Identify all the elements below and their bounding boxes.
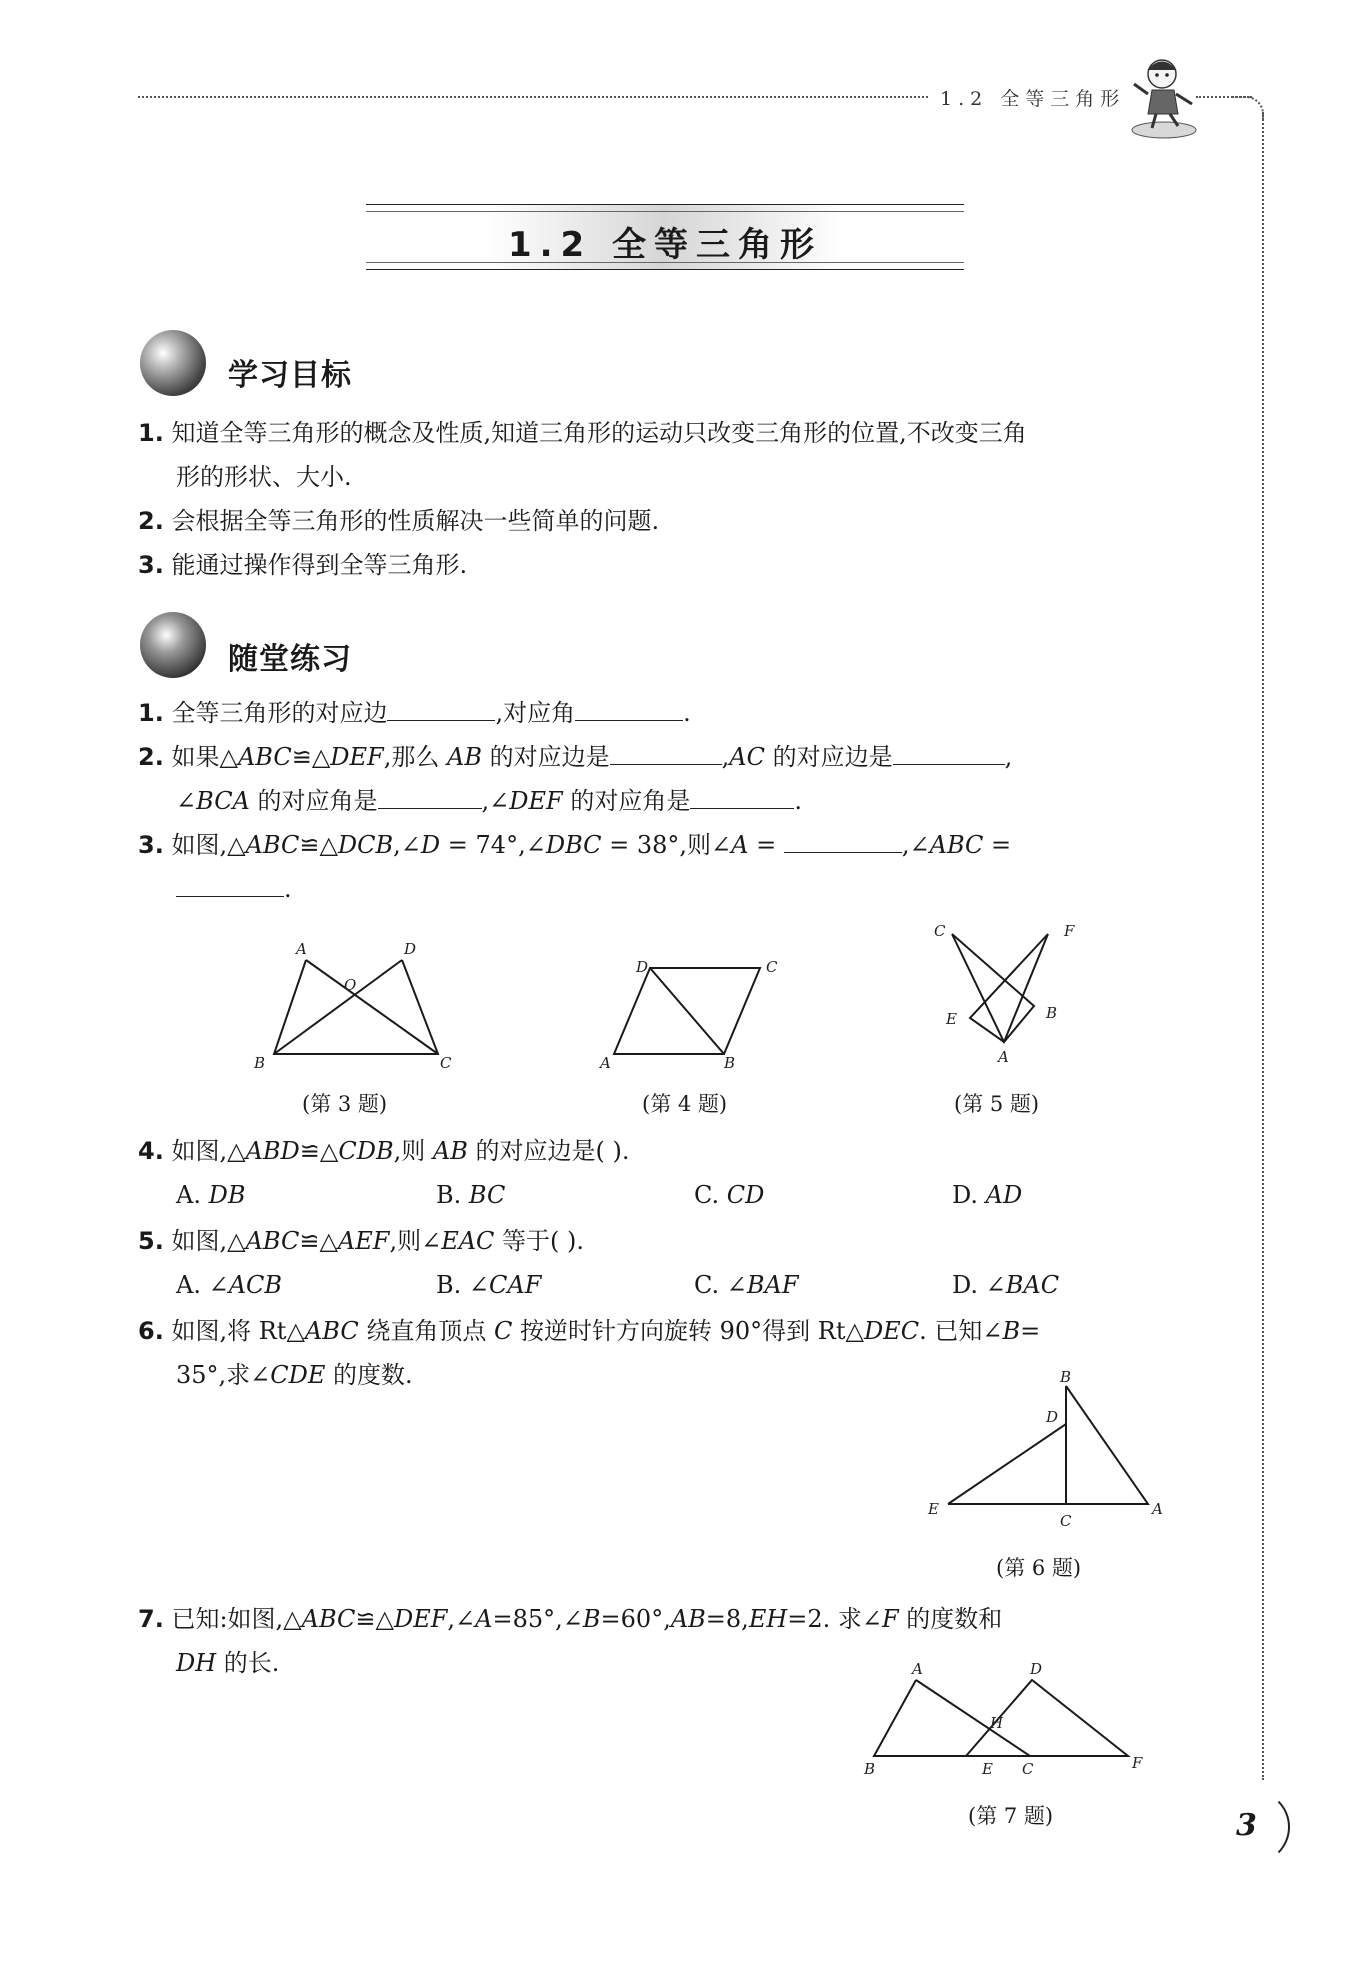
svg-text:A: A (998, 1048, 1009, 1066)
q5-option-a[interactable]: A. ∠ACB (176, 1271, 283, 1299)
svg-text:B: B (1060, 1368, 1072, 1386)
answer-blank[interactable] (893, 744, 1005, 765)
figure-3-caption: (第 3 题) (302, 1092, 388, 1116)
figure-3 (248, 936, 468, 1072)
svg-text:F: F (1064, 922, 1075, 940)
svg-text:C: C (1060, 1512, 1072, 1530)
figure-7-caption: (第 7 题) (968, 1804, 1054, 1828)
svg-text:H: H (990, 1714, 1004, 1732)
answer-blank[interactable] (610, 744, 722, 765)
globe-icon (140, 612, 206, 678)
figure-7 (856, 1656, 1176, 1786)
question-2: 2. 如果△ABC≌△DEF,那么 AB 的对应边是 ,AC 的对应边是 , (138, 743, 1013, 771)
question-4: 4. 如图,△ABD≌△CDB,则 AB 的对应边是( ). (138, 1137, 630, 1165)
svg-text:O: O (344, 976, 357, 994)
answer-blank[interactable] (378, 788, 482, 809)
figure-5-caption: (第 5 题) (954, 1092, 1040, 1116)
q4-option-a[interactable]: A. DB (176, 1181, 246, 1209)
svg-text:C: C (440, 1054, 452, 1072)
sphere-icon (140, 330, 206, 396)
running-title: 1.2 全等三角形 (940, 88, 1126, 110)
question-6-cont: 35°,求∠CDE 的度数. (176, 1361, 413, 1389)
svg-text:B: B (1046, 1004, 1058, 1022)
svg-text:C: C (1022, 1760, 1034, 1778)
header-corner-curve (1232, 96, 1264, 120)
question-3: 3. 如图,△ABC≌△DCB,∠D = 74°,∠DBC = 38°,则∠A = ,∠ABC = (138, 831, 1012, 859)
q4-option-c[interactable]: C. CD (694, 1181, 765, 1209)
svg-text:C: C (934, 922, 946, 940)
question-7-cont: DH 的长. (176, 1649, 280, 1677)
q5-option-c[interactable]: C. ∠BAF (694, 1271, 799, 1299)
svg-text:D: D (1030, 1660, 1043, 1678)
header-dotted-rule (138, 96, 928, 98)
svg-text:B: B (864, 1760, 876, 1778)
question-1: 1. 全等三角形的对应边 ,对应角 . (138, 699, 691, 727)
answer-blank[interactable] (575, 700, 683, 721)
page-number: 3 (1236, 1808, 1257, 1843)
figure-4 (596, 950, 792, 1072)
question-2-cont: ∠BCA 的对应角是 ,∠DEF 的对应角是 . (176, 787, 802, 815)
answer-blank[interactable] (784, 832, 902, 853)
svg-text:C: C (766, 958, 778, 976)
svg-text:E: E (928, 1500, 939, 1518)
svg-text:D: D (1046, 1408, 1059, 1426)
svg-text:A: A (1152, 1500, 1163, 1518)
objective-1: 1. 知道全等三角形的概念及性质,知道三角形的运动只改变三角形的位置,不改变三角 (138, 419, 1027, 447)
svg-text:D: D (636, 958, 649, 976)
objective-2: 2. 会根据全等三角形的性质解决一些简单的问题. (138, 507, 660, 535)
chapter-title-banner (366, 204, 964, 270)
q5-option-b[interactable]: B. ∠CAF (436, 1271, 542, 1299)
svg-text:D: D (404, 940, 417, 958)
svg-text:E: E (946, 1010, 957, 1028)
figure-4-caption: (第 4 题) (642, 1092, 728, 1116)
answer-blank[interactable] (176, 876, 284, 897)
objective-1-cont: 形的形状、大小. (176, 463, 352, 491)
figure-5 (922, 914, 1094, 1072)
q4-option-b[interactable]: B. BC (436, 1181, 506, 1209)
figure-6 (920, 1366, 1170, 1536)
svg-text:F: F (1132, 1754, 1143, 1772)
chapter-title: 1.2 全等三角形 (507, 225, 823, 265)
svg-text:A: A (912, 1660, 923, 1678)
question-7: 7. 已知:如图,△ABC≌△DEF,∠A=85°,∠B=60°,AB=8,EH=2. 求∠F 的度数和 (138, 1605, 1003, 1633)
svg-text:A: A (600, 1054, 611, 1072)
question-5: 5. 如图,△ABC≌△AEF,则∠EAC 等于( ). (138, 1227, 585, 1255)
answer-blank[interactable] (387, 700, 495, 721)
practice-heading: 随堂练习 (228, 642, 352, 677)
objective-3: 3. 能通过操作得到全等三角形. (138, 551, 468, 579)
svg-text:E: E (982, 1760, 993, 1778)
svg-text:A: A (296, 940, 307, 958)
mascot-icon (1128, 54, 1200, 140)
q5-option-d[interactable]: D. ∠BAC (952, 1271, 1060, 1299)
question-6: 6. 如图,将 Rt△ABC 绕直角顶点 C 按逆时针方向旋转 90°得到 Rt△DEC. 已知∠B= (138, 1317, 1041, 1345)
svg-text:B: B (724, 1054, 736, 1072)
answer-blank[interactable] (690, 788, 794, 809)
figure-6-caption: (第 6 题) (996, 1556, 1082, 1580)
svg-text:B: B (254, 1054, 266, 1072)
right-margin-dotted-rule (1262, 112, 1264, 1780)
q4-option-d[interactable]: D. AD (952, 1181, 1023, 1209)
objectives-heading: 学习目标 (228, 358, 352, 393)
question-3-cont: . (176, 874, 292, 904)
